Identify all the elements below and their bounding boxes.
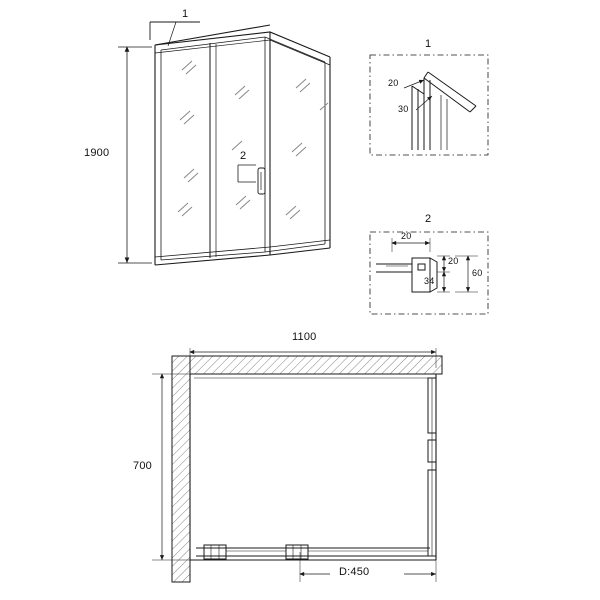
detail-1-dim-b: 30 xyxy=(398,104,409,114)
detail-2-dim-b: 20 xyxy=(448,256,459,266)
iso-height-dim: 1900 xyxy=(84,147,110,159)
detail-2-dim-d: 60 xyxy=(472,268,483,278)
plan-view xyxy=(152,348,442,582)
iso-detail-tag-1: 1 xyxy=(182,8,189,20)
detail-2 xyxy=(370,232,488,314)
detail-2-dim-a: 20 xyxy=(401,231,412,241)
isometric-view xyxy=(118,22,330,265)
detail-2-tag: 2 xyxy=(425,213,432,225)
detail-1-dim-a: 20 xyxy=(388,78,399,88)
plan-width-dim: 1100 xyxy=(292,331,317,343)
detail-2-dim-c: 34 xyxy=(424,276,435,286)
plan-door-dim: D:450 xyxy=(339,566,370,578)
detail-1 xyxy=(370,55,488,155)
iso-detail-tag-2: 2 xyxy=(240,150,247,162)
plan-depth-dim: 700 xyxy=(133,460,152,472)
detail-1-tag: 1 xyxy=(425,38,432,50)
